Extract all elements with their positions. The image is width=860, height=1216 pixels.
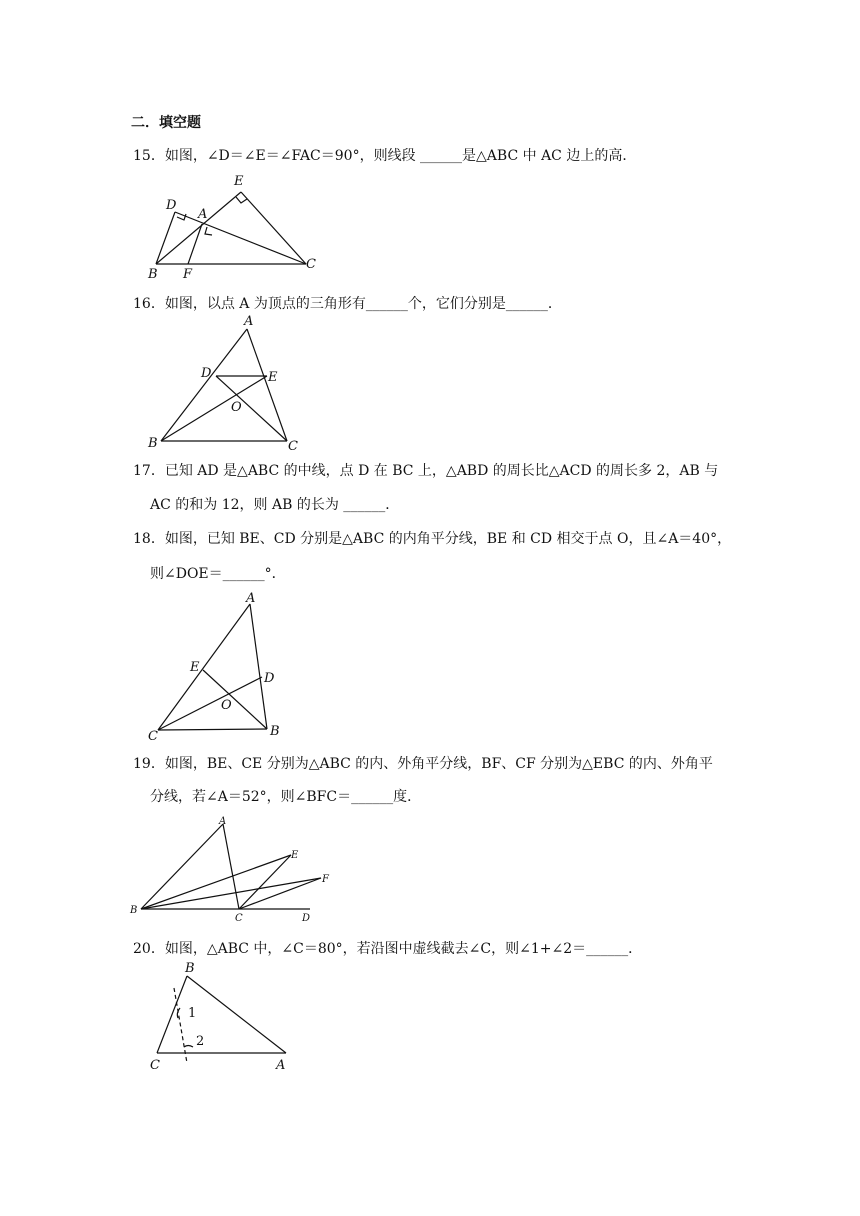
q15-label-D: D (166, 198, 177, 213)
q19-line-CE (239, 855, 291, 909)
q15-right-angle-E (236, 197, 247, 203)
q19-figure (125, 812, 345, 927)
q15-figure (140, 172, 330, 282)
q16-figure (140, 315, 310, 455)
q20-label-1: 1 (188, 1006, 197, 1021)
q20-angle-2-arc (184, 1046, 193, 1048)
q20-label-2: 2 (196, 1034, 205, 1049)
q18-label-C: C (148, 729, 158, 744)
q19-line-BA (141, 824, 223, 909)
q20-label-C: C (150, 1058, 160, 1073)
q16-label-O: O (231, 400, 242, 415)
question-17-line1: 17．已知 AD 是△ABC 的中线，点 D 在 BC 上，△ABD 的周长比△ACD 的周长多 2，AB 与 (133, 463, 719, 479)
q19-line-CF (239, 878, 321, 909)
question-18-line1: 18．如图，已知 BE、CD 分别是△ABC 的内角平分线，BE 和 CD 相交于点 O，且∠A＝40°， (133, 531, 732, 547)
q15-label-A: A (198, 207, 208, 222)
q18-label-B: B (270, 724, 280, 739)
q20-line-CB (157, 976, 187, 1053)
q18-label-O: O (221, 698, 232, 713)
q18-label-E: E (190, 660, 200, 675)
question-17-line2: AC 的和为 12，则 AB 的长为 ______． (150, 497, 400, 513)
q16-label-B: B (148, 436, 158, 451)
q15-line-AF (188, 224, 202, 264)
q18-label-D: D (264, 671, 275, 686)
q16-label-A: A (244, 314, 254, 329)
q19-label-E: E (291, 850, 299, 861)
q15-label-E: E (234, 174, 244, 189)
q19-label-F: F (322, 874, 329, 885)
q19-label-B: B (130, 905, 138, 916)
q16-label-E: E (268, 370, 278, 385)
q18-figure (140, 590, 300, 745)
q19-line-BE (141, 855, 291, 909)
q18-label-A: A (246, 591, 256, 606)
q16-label-C: C (288, 439, 298, 454)
q19-label-D: D (302, 913, 311, 924)
q20-label-A: A (276, 1058, 286, 1073)
q15-line-EC (241, 192, 306, 264)
q19-label-C: C (235, 913, 243, 924)
q18-line-AC (158, 604, 250, 730)
q16-line-AB (161, 329, 247, 441)
q18-line-CB (158, 729, 267, 730)
q15-right-angle-A (205, 227, 212, 235)
q20-label-B: B (185, 961, 195, 976)
q15-line-DC (175, 212, 306, 264)
q16-label-D: D (201, 366, 212, 381)
q18-line-AB (250, 604, 267, 729)
section-title: 二．填空题 (131, 115, 201, 131)
question-18-line2: 则∠DOE＝______°． (150, 566, 286, 582)
question-19-line1: 19．如图，BE、CE 分别为△ABC 的内、外角平分线，BF、CF 分别为△EBC 的内、外角平 (133, 756, 713, 772)
q18-line-CD (158, 677, 262, 730)
question-20-text: 20．如图，△ABC 中，∠C＝80°，若沿图中虚线截去∠C，则∠1+∠2＝______． (133, 941, 643, 957)
q19-line-AC (223, 824, 239, 909)
q19-label-A: A (219, 816, 227, 827)
question-19-line2: 分线，若∠A＝52°，则∠BFC＝______度． (150, 789, 422, 805)
q19-line-BF (141, 878, 321, 909)
question-16-text: 16．如图，以点 A 为顶点的三角形有______个，它们分别是______． (133, 296, 562, 312)
q15-label-F: F (183, 267, 193, 282)
q20-figure (140, 956, 300, 1076)
q20-cut-line (174, 988, 187, 1063)
question-15-text: 15．如图，∠D＝∠E＝∠FAC＝90°，则线段 ______是△ABC 中 AC 边上的高． (133, 148, 637, 164)
q15-label-C: C (306, 257, 316, 272)
q15-label-B: B (148, 267, 158, 282)
